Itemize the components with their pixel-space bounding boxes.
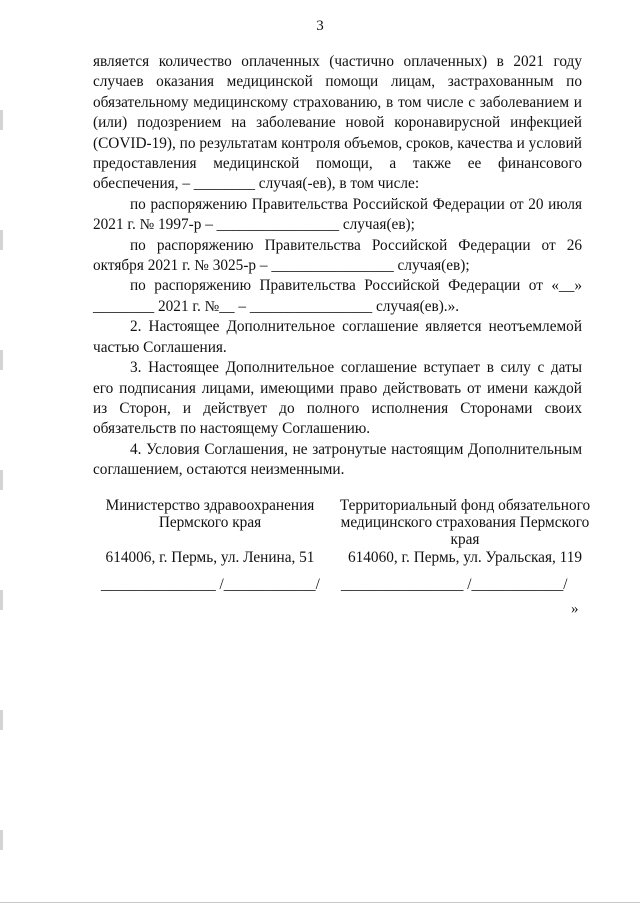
party-ministry-address: 614006, г. Пермь, ул. Ленина, 51 — [105, 549, 315, 566]
party-fund-name: Территориальный фонд обязательного медицинского страхования Пермского края — [339, 497, 591, 548]
party-ministry-signature-line: _______________ /____________/ — [101, 576, 320, 593]
scan-edge-tick — [0, 230, 3, 250]
scan-bottom-rule — [0, 902, 640, 903]
scan-edge-tick — [0, 470, 3, 490]
party-ministry — [99, 497, 321, 593]
scan-edge-tick — [0, 710, 3, 730]
scan-edge-tick — [0, 830, 3, 850]
scan-edge-tick — [0, 350, 3, 370]
paragraph-clause-2: 2. Настоящее Дополнительное соглашение является неотъемлемой частью Соглашения. — [93, 318, 582, 356]
page-number: 3 — [316, 18, 324, 34]
paragraph-decree-blank: по распоряжению Правительства Российской Федерации от «__» ________ 2021 г. №__ – ________________ случая(ев).». — [93, 277, 582, 315]
paragraph-continuation: является количество оплаченных (частично оплаченных) в 2021 году случаев оказания медицинской помощи лицам, застрахованным по обязательному медицинскому страхованию, в том числе с заболеванием и (или) подозрением на заболевание новой коронавирусной инфекцией (COVID-19), по результатам контроля объемов, сроков, качества и условий предоставления медицинской помощи, а также ее финансового обеспечения, – ________ случая(-ев), в том числе: — [93, 53, 582, 193]
paragraph-clause-3: 3. Настоящее Дополнительное соглашение вступает в силу с даты его подписания лицами, имеющими право действовать от имени каждой из Сторон, и действует до полного исполнения Сторонами своих обязательств по настоящему Соглашению. — [93, 359, 582, 438]
party-fund-address: 614060, г. Пермь, ул. Уральская, 119 — [347, 549, 583, 566]
paragraph-decree-3025: по распоряжению Правительства Российской Федерации от 26 октября 2021 г. № 3025-р – ________________ случая(ев); — [93, 236, 582, 275]
closing-quote-mark: » — [571, 601, 579, 617]
signature-block — [93, 497, 593, 593]
paragraph-clause-4: 4. Условия Соглашения, не затронутые настоящим Дополнительным соглашением, остаются неизменными. — [93, 440, 582, 479]
scan-edge-tick — [0, 110, 3, 130]
document-body — [93, 52, 582, 481]
party-ministry-name: Министерство здравоохранения Пермского края — [105, 497, 315, 531]
party-fund — [337, 497, 593, 593]
party-fund-signature-line: ________________ /____________/ — [341, 576, 568, 593]
paragraph-decree-1997: по распоряжению Правительства Российской Федерации от 20 июля 2021 г. № 1997-р – ________________ случая(ев); — [93, 195, 582, 234]
scan-edge-tick — [0, 590, 3, 610]
